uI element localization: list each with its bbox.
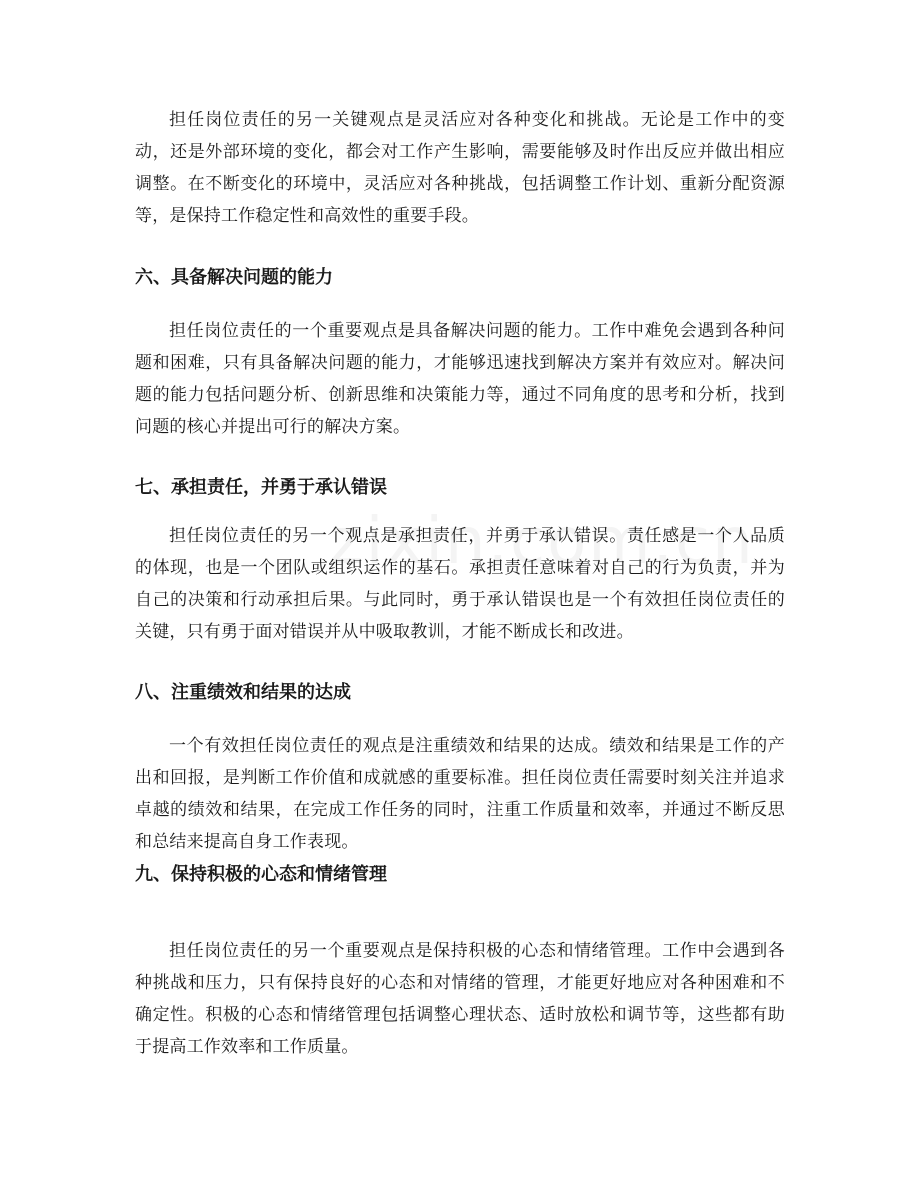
section-8-body xyxy=(135,730,785,858)
intro-block xyxy=(135,104,785,232)
section-paragraph: 担任岗位责任的另一个重要观点是保持积极的心态和情绪管理。工作中会遇到各种挑战和压力，只有保持良好的心态和对情绪的管理，才能更好地应对各种困难和不确定性。积极的心态和情绪管理包括调整心理状态、适时放松和调节等，这些都有助于提高工作效率和工作质量。 xyxy=(135,941,785,1057)
section-9-body xyxy=(135,935,785,1063)
section-heading: 九、保持积极的心态和情绪管理 xyxy=(135,864,387,885)
section-heading: 六、具备解决问题的能力 xyxy=(135,267,333,288)
section-paragraph: 担任岗位责任的一个重要观点是具备解决问题的能力。工作中难免会遇到各种问题和困难，只有具备解决问题的能力，才能够迅速找到解决方案并有效应对。解决问题的能力包括问题分析、创新思维和决策能力等，通过不同角度的思考和分析，找到问题的核心并提出可行的解决方案。 xyxy=(135,321,785,437)
section-7-body xyxy=(135,520,785,648)
section-paragraph: 担任岗位责任的另一个观点是承担责任，并勇于承认错误。责任感是一个人品质的体现，也是一个团队或组织运作的基石。承担责任意味着对自己的行为负责，并为自己的决策和行动承担后果。与此同时，勇于承认错误也是一个有效担任岗位责任的关键，只有勇于面对错误并从中吸取教训，才能不断成长和改进。 xyxy=(135,526,785,642)
section-9 xyxy=(135,863,785,887)
section-6-body xyxy=(135,315,785,443)
section-paragraph: 一个有效担任岗位责任的观点是注重绩效和结果的达成。绩效和结果是工作的产出和回报，是判断工作价值和成就感的重要标准。担任岗位责任需要时刻关注并追求卓越的绩效和结果，在完成工作任务的同时，注重工作质量和效率，并通过不断反思和总结来提高自身工作表现。 xyxy=(135,736,785,852)
section-heading: 七、承担责任，并勇于承认错误 xyxy=(135,477,387,498)
section-6 xyxy=(135,266,785,290)
section-8 xyxy=(135,681,785,705)
section-heading: 八、注重绩效和结果的达成 xyxy=(135,682,351,703)
intro-paragraph: 担任岗位责任的另一关键观点是灵活应对各种变化和挑战。无论是工作中的变动，还是外部环境的变化，都会对工作产生影响，需要能够及时作出反应并做出相应调整。在不断变化的环境中，灵活应对各种挑战，包括调整工作计划、重新分配资源等，是保持工作稳定性和高效性的重要手段。 xyxy=(135,110,785,226)
section-7 xyxy=(135,476,785,500)
